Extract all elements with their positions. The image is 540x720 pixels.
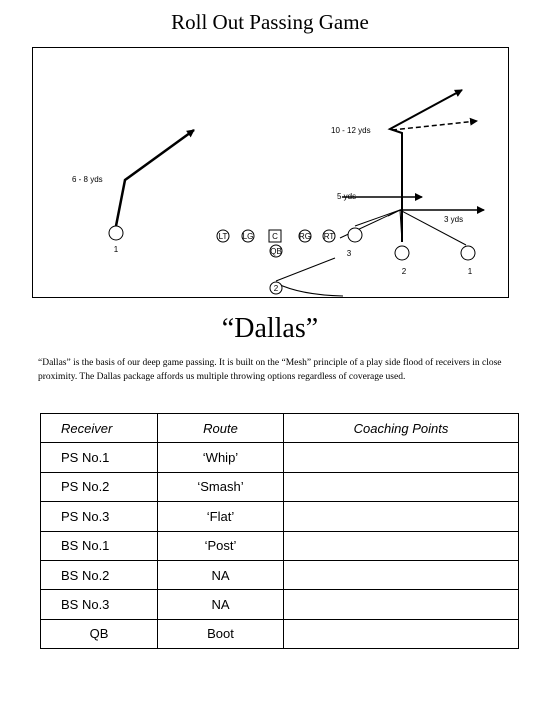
route-ps-corner-dashed: [392, 121, 477, 130]
table-row: [41, 560, 519, 589]
play-diagram: [0, 0, 540, 320]
receiver-bs2-label: 2: [273, 284, 279, 293]
cell-coaching-points[interactable]: [284, 443, 519, 472]
page-title: Roll Out Passing Game: [171, 10, 369, 34]
cell-coaching-points[interactable]: [284, 619, 519, 648]
cell-receiver: BS No.2: [41, 560, 158, 589]
cell-coaching-points[interactable]: [284, 531, 519, 560]
receiver-ps3: [348, 228, 362, 242]
route-bs1-post: [116, 130, 194, 226]
receiver-ps2: [395, 246, 409, 260]
table-row: [41, 472, 519, 501]
cell-coaching-points[interactable]: [284, 590, 519, 619]
cell-coaching-points[interactable]: [284, 502, 519, 531]
lineman-lt-label: LT: [218, 232, 228, 241]
header-route: Route: [158, 414, 284, 443]
cell-receiver: BS No.3: [41, 590, 158, 619]
qb-label: QB: [270, 247, 282, 256]
cell-receiver: QB: [41, 619, 158, 648]
cell-receiver: PS No.1: [41, 443, 158, 472]
receiver-ps2-label: 2: [401, 267, 407, 276]
cell-route: Boot: [158, 619, 284, 648]
receiver-ps3-label: 3: [346, 249, 352, 258]
table-row: [41, 502, 519, 531]
route-qb-boot: [276, 258, 335, 281]
label-3-yds: 3 yds: [444, 215, 464, 224]
route-table: [40, 413, 519, 649]
header-coaching-points: Coaching Points: [284, 414, 519, 443]
receiver-bs1-label: 1: [113, 245, 119, 254]
play-description: “Dallas” is the basis of our deep game passing. It is built on the “Mesh” principle of a play side flood of receivers in close proximity. The Dallas package affords us multiple throwing options regardless of coverage used.: [38, 358, 502, 382]
cell-route: ‘Whip’: [158, 443, 284, 472]
cell-receiver: PS No.2: [41, 472, 158, 501]
cell-coaching-points[interactable]: [284, 560, 519, 589]
table-row: [41, 531, 519, 560]
cell-route: ‘Post’: [158, 531, 284, 560]
lineman-rg-label: RG: [299, 232, 311, 241]
receiver-bs1: [109, 226, 123, 240]
cell-route: ‘Flat’: [158, 502, 284, 531]
cell-route: NA: [158, 560, 284, 589]
table-row: [41, 443, 519, 472]
cell-coaching-points[interactable]: [284, 472, 519, 501]
receiver-ps1: [461, 246, 475, 260]
cell-receiver: BS No.1: [41, 531, 158, 560]
lineman-c-label: C: [272, 232, 278, 241]
receiver-ps1-label: 1: [467, 267, 473, 276]
label-10-12-yds: 10 - 12 yds: [331, 126, 371, 135]
table-header-row: [41, 414, 519, 443]
lineman-rt-label: RT: [323, 232, 335, 241]
table-row: [41, 619, 519, 648]
cell-route: ‘Smash’: [158, 472, 284, 501]
cell-receiver: PS No.3: [41, 502, 158, 531]
play-name: “Dallas”: [221, 313, 319, 344]
label-6-8-yds: 6 - 8 yds: [72, 175, 103, 184]
route-cross-c: [388, 210, 400, 216]
header-receiver: Receiver: [41, 414, 158, 443]
table-row: [41, 590, 519, 619]
cell-route: NA: [158, 590, 284, 619]
label-5-yds: 5 yds: [337, 192, 357, 201]
route-rb: [273, 283, 343, 296]
lineman-lg-label: LG: [242, 232, 254, 241]
